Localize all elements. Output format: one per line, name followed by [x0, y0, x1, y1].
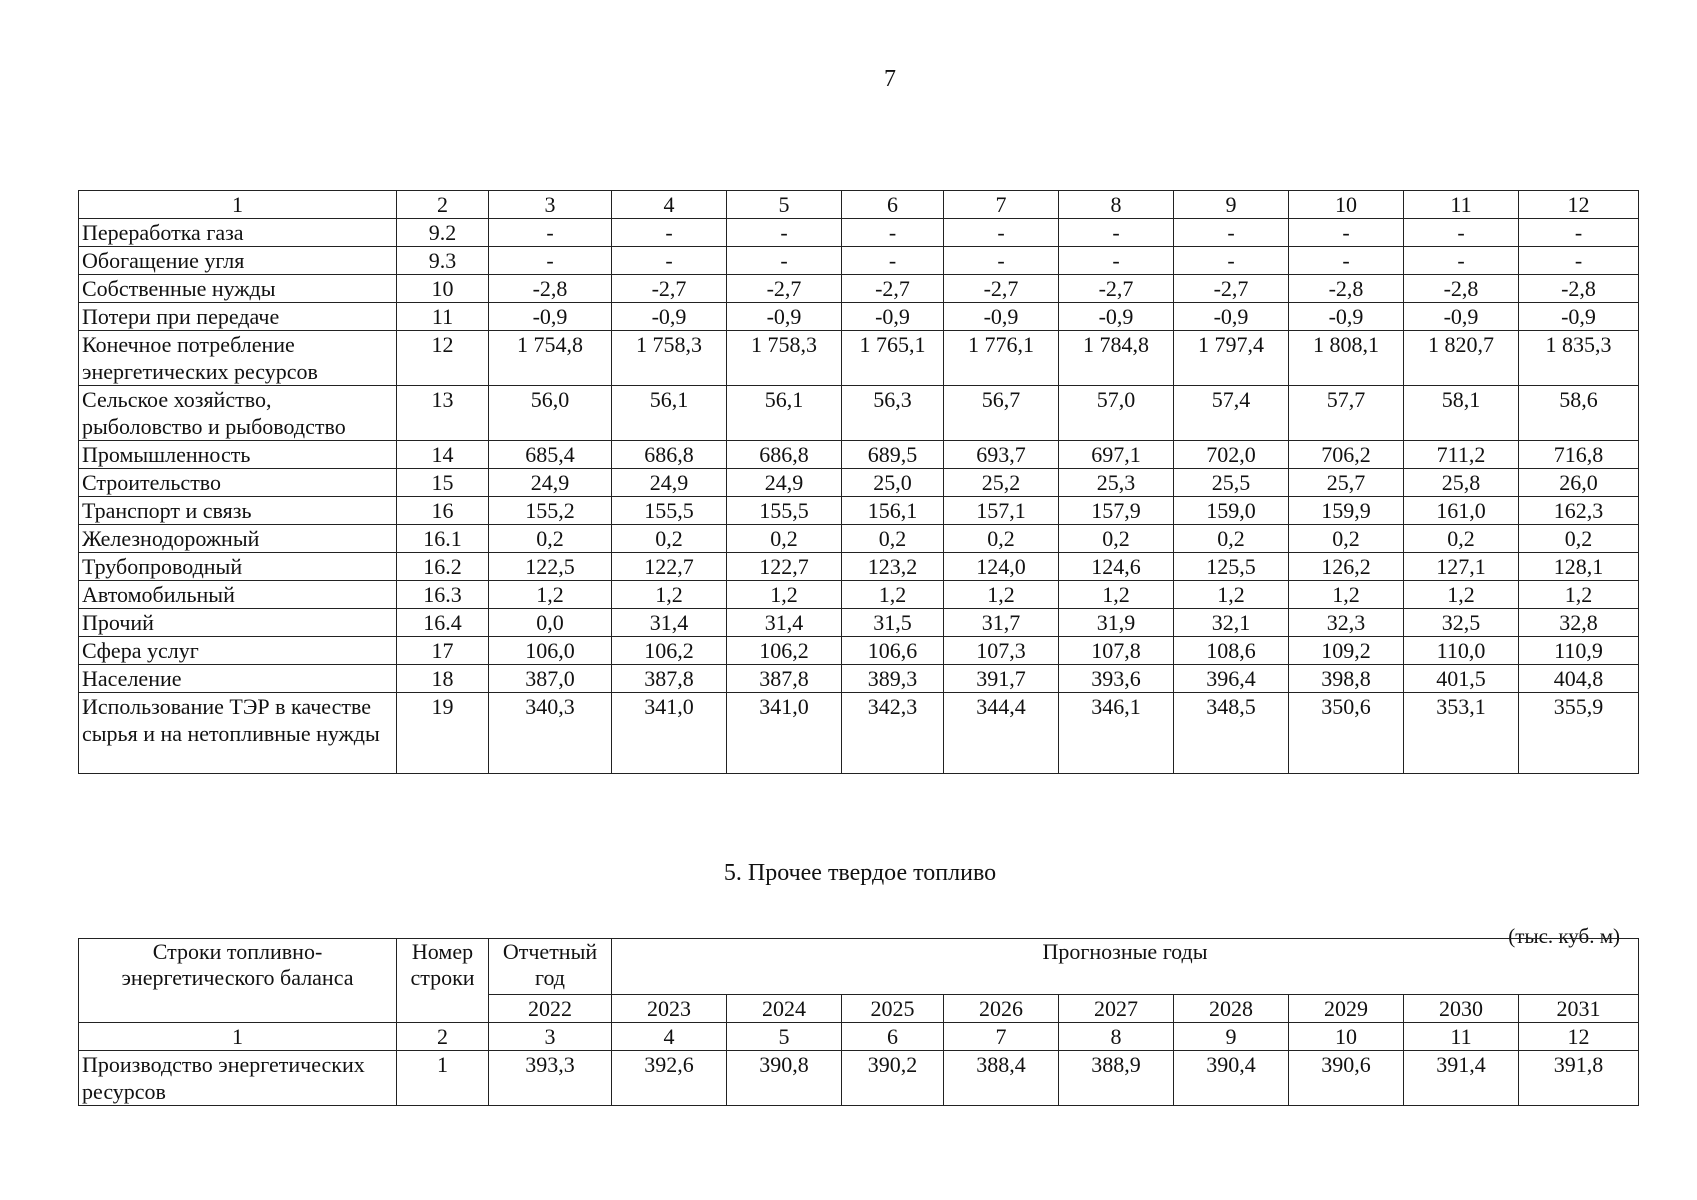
row-value: -0,9 — [1174, 303, 1289, 331]
row-value: 0,2 — [842, 525, 944, 553]
row-value: - — [1519, 219, 1639, 247]
row-value: 106,6 — [842, 637, 944, 665]
row-value: -0,9 — [1519, 303, 1639, 331]
row-code: 1 — [397, 1051, 489, 1106]
row-value: -2,7 — [1059, 275, 1174, 303]
row-value: 0,2 — [1519, 525, 1639, 553]
row-value: -0,9 — [727, 303, 842, 331]
column-index-9: 9 — [1174, 191, 1289, 219]
row-value: 32,5 — [1404, 609, 1519, 637]
table-row — [79, 247, 1639, 275]
units-label: (тыс. куб. м) — [1508, 924, 1620, 948]
row-value: 388,9 — [1059, 1051, 1174, 1106]
row-value: 32,1 — [1174, 609, 1289, 637]
table-row — [79, 275, 1639, 303]
row-value: 1 784,8 — [1059, 331, 1174, 386]
row-value: 0,2 — [727, 525, 842, 553]
column-index-1: 1 — [79, 1023, 397, 1051]
row-value: 56,1 — [727, 386, 842, 441]
row-value: 398,8 — [1289, 665, 1404, 693]
row-label: Переработка газа — [79, 219, 397, 247]
row-value: -2,7 — [842, 275, 944, 303]
row-value: - — [489, 219, 612, 247]
row-value: 1 820,7 — [1404, 331, 1519, 386]
row-value: 1,2 — [944, 581, 1059, 609]
row-label: Автомобильный — [79, 581, 397, 609]
row-value: 387,8 — [612, 665, 727, 693]
row-value: 1,2 — [1174, 581, 1289, 609]
row-code: 16 — [397, 497, 489, 525]
row-value: 25,3 — [1059, 469, 1174, 497]
row-value: 340,3 — [489, 693, 612, 774]
row-value: 56,3 — [842, 386, 944, 441]
row-value: -2,7 — [727, 275, 842, 303]
year-2027: 2027 — [1059, 995, 1174, 1023]
row-value: 346,1 — [1059, 693, 1174, 774]
table-row — [79, 637, 1639, 665]
row-label: Потери при передаче — [79, 303, 397, 331]
row-value: - — [1059, 247, 1174, 275]
row-value: 31,7 — [944, 609, 1059, 637]
row-value: 31,4 — [727, 609, 842, 637]
row-value: 32,8 — [1519, 609, 1639, 637]
column-index-12: 12 — [1519, 1023, 1639, 1051]
column-index-3: 3 — [489, 1023, 612, 1051]
row-value: 32,3 — [1289, 609, 1404, 637]
row-value: - — [944, 219, 1059, 247]
row-value: 702,0 — [1174, 441, 1289, 469]
column-index-7: 7 — [944, 1023, 1059, 1051]
row-value: 404,8 — [1519, 665, 1639, 693]
row-value: 126,2 — [1289, 553, 1404, 581]
row-label: Железнодорожный — [79, 525, 397, 553]
row-value: -0,9 — [944, 303, 1059, 331]
row-label: Использование ТЭР в качестве сырья и на нетопливные нужды — [79, 693, 397, 774]
row-value: -0,9 — [842, 303, 944, 331]
row-value: 1 835,3 — [1519, 331, 1639, 386]
row-value: 157,1 — [944, 497, 1059, 525]
row-value: 387,8 — [727, 665, 842, 693]
row-value: 31,9 — [1059, 609, 1174, 637]
row-value: 110,0 — [1404, 637, 1519, 665]
row-value: - — [842, 219, 944, 247]
row-value: 1 808,1 — [1289, 331, 1404, 386]
row-value: 391,8 — [1519, 1051, 1639, 1106]
row-value: 693,7 — [944, 441, 1059, 469]
row-value: 353,1 — [1404, 693, 1519, 774]
row-value: -2,8 — [1519, 275, 1639, 303]
row-value: 390,2 — [842, 1051, 944, 1106]
row-value: 107,8 — [1059, 637, 1174, 665]
row-value: 1 754,8 — [489, 331, 612, 386]
header-balance-rows: Строки топливно-энергетического баланса — [79, 939, 397, 1023]
row-value: - — [842, 247, 944, 275]
row-value: 57,7 — [1289, 386, 1404, 441]
row-value: 128,1 — [1519, 553, 1639, 581]
row-value: - — [944, 247, 1059, 275]
row-value: 348,5 — [1174, 693, 1289, 774]
row-value: 390,8 — [727, 1051, 842, 1106]
row-value: 155,5 — [727, 497, 842, 525]
row-code: 11 — [397, 303, 489, 331]
row-code: 12 — [397, 331, 489, 386]
row-value: 711,2 — [1404, 441, 1519, 469]
column-index-7: 7 — [944, 191, 1059, 219]
row-value: 0,2 — [612, 525, 727, 553]
row-value: 109,2 — [1289, 637, 1404, 665]
column-index-2: 2 — [397, 1023, 489, 1051]
year-2024: 2024 — [727, 995, 842, 1023]
column-index-12: 12 — [1519, 191, 1639, 219]
row-value: 388,4 — [944, 1051, 1059, 1106]
row-value: 341,0 — [727, 693, 842, 774]
row-value: 155,5 — [612, 497, 727, 525]
row-value: 689,5 — [842, 441, 944, 469]
column-index-11: 11 — [1404, 191, 1519, 219]
row-value: 159,0 — [1174, 497, 1289, 525]
row-value: 110,9 — [1519, 637, 1639, 665]
row-code: 18 — [397, 665, 489, 693]
row-value: 1,2 — [1059, 581, 1174, 609]
row-label: Строительство — [79, 469, 397, 497]
row-value: 122,5 — [489, 553, 612, 581]
row-value: 0,2 — [489, 525, 612, 553]
table-row — [79, 303, 1639, 331]
column-index-9: 9 — [1174, 1023, 1289, 1051]
row-value: 393,3 — [489, 1051, 612, 1106]
section-title: 5. Прочее твердое топливо — [723, 860, 997, 886]
table-header-row — [79, 191, 1639, 219]
row-value: 157,9 — [1059, 497, 1174, 525]
row-value: 685,4 — [489, 441, 612, 469]
header-report-year: Отчетный год — [489, 939, 612, 995]
row-value: 1 776,1 — [944, 331, 1059, 386]
header-row-number: Номер строки — [397, 939, 489, 1023]
row-value: 350,6 — [1289, 693, 1404, 774]
row-label: Сельское хозяйство, рыболовство и рыбоводство — [79, 386, 397, 441]
row-value: 341,0 — [612, 693, 727, 774]
row-value: - — [727, 219, 842, 247]
column-index-10: 10 — [1289, 1023, 1404, 1051]
row-label: Сфера услуг — [79, 637, 397, 665]
row-value: 0,0 — [489, 609, 612, 637]
row-value: 124,0 — [944, 553, 1059, 581]
row-value: - — [1519, 247, 1639, 275]
row-value: 24,9 — [612, 469, 727, 497]
year-2022: 2022 — [489, 995, 612, 1023]
row-value: 24,9 — [489, 469, 612, 497]
row-value: 125,5 — [1174, 553, 1289, 581]
row-value: 57,4 — [1174, 386, 1289, 441]
table-row — [79, 665, 1639, 693]
row-value: 1,2 — [1519, 581, 1639, 609]
row-value: 56,1 — [612, 386, 727, 441]
row-value: 127,1 — [1404, 553, 1519, 581]
row-value: 0,2 — [1174, 525, 1289, 553]
table-row — [79, 553, 1639, 581]
row-value: -0,9 — [489, 303, 612, 331]
row-value: - — [1174, 219, 1289, 247]
column-index-6: 6 — [842, 191, 944, 219]
row-value: 107,3 — [944, 637, 1059, 665]
header-forecast-years: Прогнозные годы — [612, 939, 1639, 995]
row-value: 108,6 — [1174, 637, 1289, 665]
row-value: 0,2 — [1289, 525, 1404, 553]
column-index-4: 4 — [612, 191, 727, 219]
index-row — [79, 1023, 1639, 1051]
row-value: 106,2 — [727, 637, 842, 665]
row-label: Трубопроводный — [79, 553, 397, 581]
row-code: 16.1 — [397, 525, 489, 553]
row-value: 25,5 — [1174, 469, 1289, 497]
row-value: - — [1404, 247, 1519, 275]
column-index-11: 11 — [1404, 1023, 1519, 1051]
row-value: 1 797,4 — [1174, 331, 1289, 386]
row-code: 19 — [397, 693, 489, 774]
row-value: 26,0 — [1519, 469, 1639, 497]
row-value: 344,4 — [944, 693, 1059, 774]
row-value: 391,7 — [944, 665, 1059, 693]
row-value: 1,2 — [489, 581, 612, 609]
column-index-5: 5 — [727, 191, 842, 219]
row-value: 1,2 — [1404, 581, 1519, 609]
column-index-8: 8 — [1059, 1023, 1174, 1051]
year-2030: 2030 — [1404, 995, 1519, 1023]
energy-balance-table-continued — [78, 190, 1639, 774]
row-value: 25,0 — [842, 469, 944, 497]
other-solid-fuel-table — [78, 938, 1639, 1106]
row-value: -0,9 — [1059, 303, 1174, 331]
row-label: Население — [79, 665, 397, 693]
row-code: 16.2 — [397, 553, 489, 581]
row-value: 0,2 — [944, 525, 1059, 553]
row-label: Собственные нужды — [79, 275, 397, 303]
row-value: 686,8 — [727, 441, 842, 469]
table-row — [79, 219, 1639, 247]
row-value: - — [1174, 247, 1289, 275]
column-index-2: 2 — [397, 191, 489, 219]
row-value: 390,6 — [1289, 1051, 1404, 1106]
row-value: -2,7 — [612, 275, 727, 303]
row-value: - — [727, 247, 842, 275]
table-row — [79, 609, 1639, 637]
row-value: 57,0 — [1059, 386, 1174, 441]
row-value: 25,7 — [1289, 469, 1404, 497]
row-value: 697,1 — [1059, 441, 1174, 469]
page-number: 7 — [884, 66, 896, 92]
row-value: 716,8 — [1519, 441, 1639, 469]
row-label: Транспорт и связь — [79, 497, 397, 525]
row-value: 1,2 — [727, 581, 842, 609]
row-code: 14 — [397, 441, 489, 469]
row-value: 401,5 — [1404, 665, 1519, 693]
year-2026: 2026 — [944, 995, 1059, 1023]
row-value: 393,6 — [1059, 665, 1174, 693]
row-value: -0,9 — [1404, 303, 1519, 331]
row-value: 1 758,3 — [612, 331, 727, 386]
row-value: 122,7 — [612, 553, 727, 581]
row-value: 56,0 — [489, 386, 612, 441]
row-code: 13 — [397, 386, 489, 441]
row-value: 25,8 — [1404, 469, 1519, 497]
row-value: 342,3 — [842, 693, 944, 774]
row-value: 156,1 — [842, 497, 944, 525]
column-index-5: 5 — [727, 1023, 842, 1051]
table-row — [79, 525, 1639, 553]
row-value: - — [612, 247, 727, 275]
year-2025: 2025 — [842, 995, 944, 1023]
row-code: 15 — [397, 469, 489, 497]
row-value: 58,1 — [1404, 386, 1519, 441]
table-row — [79, 693, 1639, 774]
year-2023: 2023 — [612, 995, 727, 1023]
row-value: -2,7 — [944, 275, 1059, 303]
year-2028: 2028 — [1174, 995, 1289, 1023]
row-label: Промышленность — [79, 441, 397, 469]
row-value: - — [1404, 219, 1519, 247]
row-value: 0,2 — [1059, 525, 1174, 553]
row-value: 56,7 — [944, 386, 1059, 441]
row-value: - — [1059, 219, 1174, 247]
year-2031: 2031 — [1519, 995, 1639, 1023]
row-value: -0,9 — [612, 303, 727, 331]
row-value: 1,2 — [842, 581, 944, 609]
row-code: 10 — [397, 275, 489, 303]
row-value: 686,8 — [612, 441, 727, 469]
row-value: 1 758,3 — [727, 331, 842, 386]
year-2029: 2029 — [1289, 995, 1404, 1023]
row-value: 396,4 — [1174, 665, 1289, 693]
row-code: 9.3 — [397, 247, 489, 275]
row-value: 106,2 — [612, 637, 727, 665]
row-value: 706,2 — [1289, 441, 1404, 469]
row-value: 389,3 — [842, 665, 944, 693]
row-code: 9.2 — [397, 219, 489, 247]
row-value: -2,8 — [1404, 275, 1519, 303]
row-value: 123,2 — [842, 553, 944, 581]
row-value: -2,8 — [489, 275, 612, 303]
column-index-3: 3 — [489, 191, 612, 219]
row-value: 24,9 — [727, 469, 842, 497]
row-value: - — [612, 219, 727, 247]
row-value: 1,2 — [612, 581, 727, 609]
row-value: 390,4 — [1174, 1051, 1289, 1106]
row-value: -0,9 — [1289, 303, 1404, 331]
row-label: Обогащение угля — [79, 247, 397, 275]
row-value: 161,0 — [1404, 497, 1519, 525]
row-value: - — [1289, 219, 1404, 247]
row-value: 392,6 — [612, 1051, 727, 1106]
row-value: -2,8 — [1289, 275, 1404, 303]
row-value: 391,4 — [1404, 1051, 1519, 1106]
row-label: Прочий — [79, 609, 397, 637]
row-value: 1 765,1 — [842, 331, 944, 386]
row-value: 31,5 — [842, 609, 944, 637]
column-index-8: 8 — [1059, 191, 1174, 219]
table-row — [79, 1051, 1639, 1106]
table-row — [79, 469, 1639, 497]
row-value: 58,6 — [1519, 386, 1639, 441]
row-value: 31,4 — [612, 609, 727, 637]
row-value: 155,2 — [489, 497, 612, 525]
row-value: 0,2 — [1404, 525, 1519, 553]
table-row — [79, 386, 1639, 441]
table-row — [79, 497, 1639, 525]
row-code: 17 — [397, 637, 489, 665]
row-label: Конечное потребление энергетических ресурсов — [79, 331, 397, 386]
row-value: -2,7 — [1174, 275, 1289, 303]
row-value: 387,0 — [489, 665, 612, 693]
row-code: 16.3 — [397, 581, 489, 609]
row-value: 355,9 — [1519, 693, 1639, 774]
table-row — [79, 441, 1639, 469]
row-value: 1,2 — [1289, 581, 1404, 609]
row-value: 25,2 — [944, 469, 1059, 497]
row-value: - — [489, 247, 612, 275]
row-value: 124,6 — [1059, 553, 1174, 581]
column-index-1: 1 — [79, 191, 397, 219]
row-value: 162,3 — [1519, 497, 1639, 525]
column-index-6: 6 — [842, 1023, 944, 1051]
row-value: 159,9 — [1289, 497, 1404, 525]
row-value: 122,7 — [727, 553, 842, 581]
row-code: 16.4 — [397, 609, 489, 637]
row-value: - — [1289, 247, 1404, 275]
table-row — [79, 581, 1639, 609]
row-label: Производство энергетических ресурсов — [79, 1051, 397, 1106]
table-row — [79, 331, 1639, 386]
column-index-4: 4 — [612, 1023, 727, 1051]
column-index-10: 10 — [1289, 191, 1404, 219]
row-value: 106,0 — [489, 637, 612, 665]
